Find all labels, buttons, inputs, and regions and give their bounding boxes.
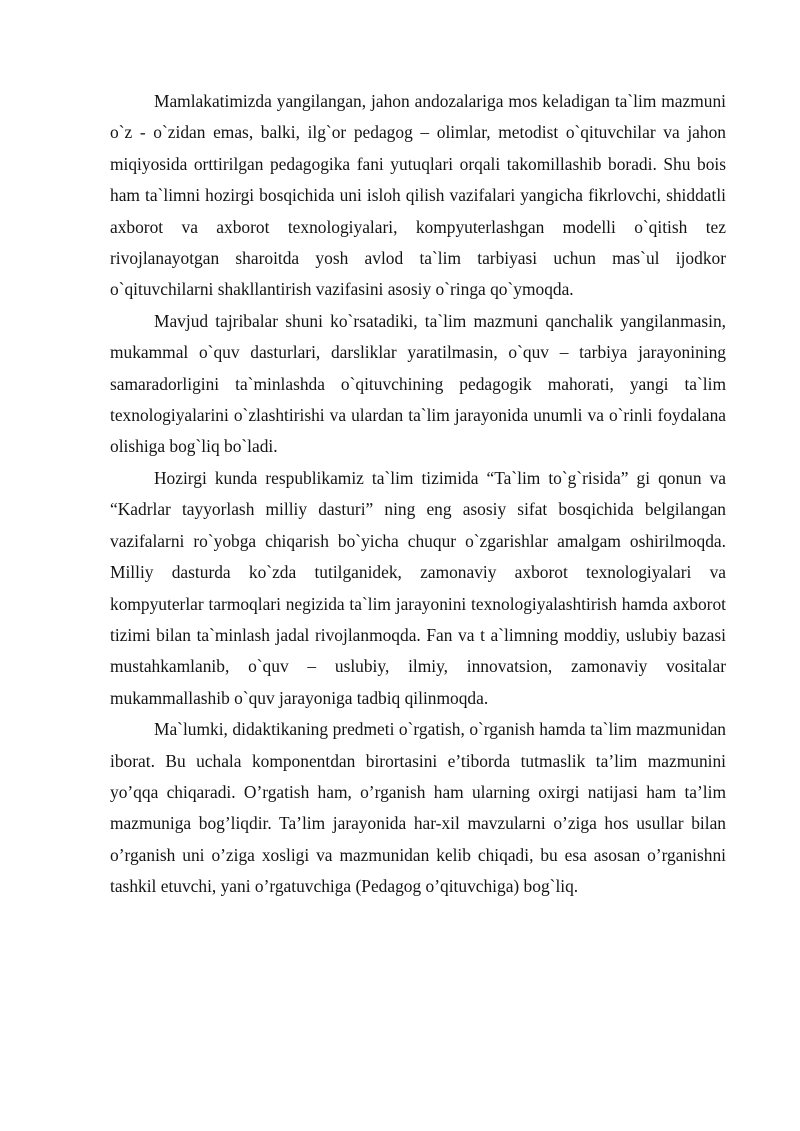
paragraph: Mamlakatimizda yangilangan, jahon andozalariga mos keladigan ta`lim mazmuni o`z - o`zidan emas, balki, ilg`or pedagog – olimlar, metodist o`qituvchilar va jahon miqiyosida orttirilgan pedagogika fani yutuqlari orqali takomillashib boradi. Shu bois ham ta`limni hozirgi bosqichida uni isloh qilish vazifalari yangicha fikrlovchi, shiddatli axborot va axborot texnologiyalari, kompyuterlashgan modelli o`qitish tez rivojlanayotgan sharoitda yosh avlod ta`lim tarbiyasi uchun mas`ul ijodkor o`qituvchilarni shakllantirish vazifasini asosiy o`ringa qo`ymoqda.	[110, 91, 726, 300]
document-body	[110, 86, 726, 903]
paragraph: Hozirgi kunda respublikamiz ta`lim tizimida “Ta`lim to`g`risida” gi qonun va “Kadrlar tayyorlash milliy dasturi” ning eng asosiy sifat bosqichida belgilangan vazifalarni ro`yobga chiqarish bo`yicha chuqur o`zgarishlar amalgam oshirilmoqda. Milliy dasturda ko`zda tutilganidek, zamonaviy axborot texnologiyalari va kompyuterlar tarmoqlari negizida ta`lim jarayonini texnologiyalashtirish hamda axborot tizimi bilan ta`minlash jadal rivojlanmoqda. Fan va t a`limning moddiy, uslubiy bazasi mustahkamlanib, o`quv – uslubiy, ilmiy, innovatsion, zamonaviy vositalar mukammallashib o`quv jarayoniga tadbiq qilinmoqda.	[110, 467, 726, 708]
paragraph: Ma`lumki, didaktikaning predmeti o`rgatish, o`rganish hamda ta`lim mazmunidan iborat. Bu uchala komponentdan birortasini e’tiborda tutmaslik ta’lim mazmunini yo’qqa chiqaradi. O’rgatish ham, o’rganish ham ularning oxirgi natijasi ham ta’lim mazmuniga bog’liqdir. Ta’lim jarayonida har-xil mavzularni o’ziga hos usullar bilan o’rganish uni o’ziga xosligi va mazmunidan kelib chiqadi, bu esa asosan o’rganishni tashkil etuvchi, yani o’rgatuvchiga (Pedagog o’qituvchiga) bog`liq.	[110, 719, 726, 897]
paragraph: Mavjud tajribalar shuni ko`rsatadiki, ta`lim mazmuni qanchalik yangilanmasin, mukammal o`quv dasturlari, darsliklar yaratilmasin, o`quv – tarbiya jarayonining samaradorligini ta`minlashda o`qituvchining pedagogik mahorati, yangi ta`lim texnologiyalarini o`zlashtirishi va ulardan ta`lim jarayonida unumli va o`rinli foydalana olishiga bog`liq bo`ladi.	[110, 310, 726, 457]
